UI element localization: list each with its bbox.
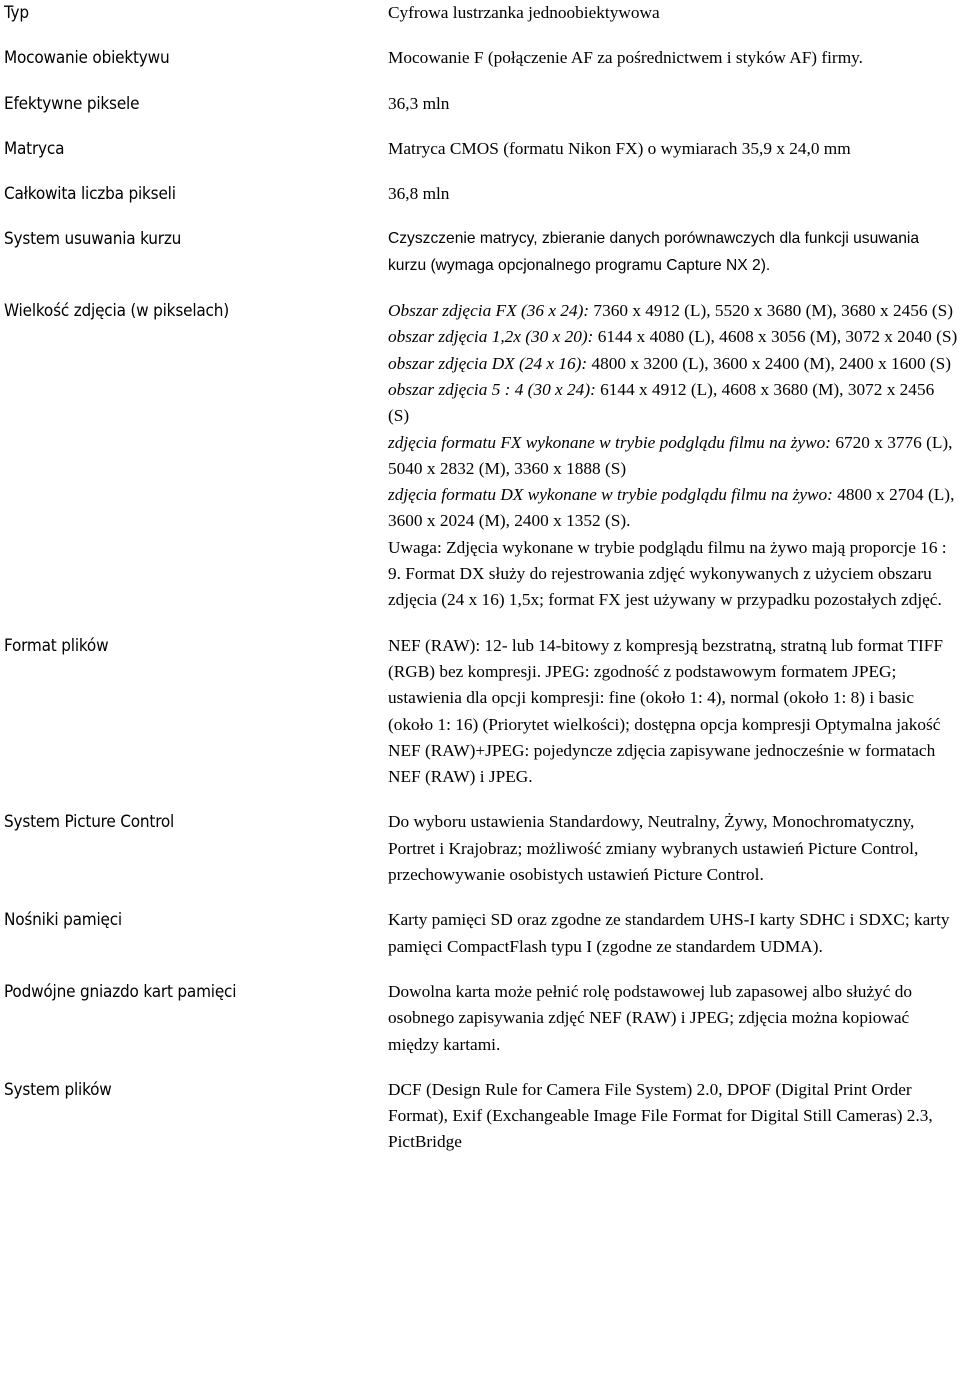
image-size-note: Uwaga: Zdjęcia wykonane w trybie podglądu filmu na żywo mają proporcje 16 : 9. Format DX służy do rejestrowania zdjęć wykonywanych z użyciem obszaru zdjęcia (24 x 16) 1,5x; format FX jest używany w przypadku pozostałych zdjęć. xyxy=(388,537,947,610)
spec-label: Wielkość zdjęcia (w pikselach) xyxy=(4,301,230,322)
image-size-text: 4800 x 3200 (L), 3600 x 2400 (M), 2400 x 1600 (S) xyxy=(587,353,952,373)
spec-label: Całkowita liczba pikseli xyxy=(4,184,176,205)
spec-value: Karty pamięci SD oraz zgodne ze standardem UHS-I karty SDHC i SDXC; karty pamięci CompactFlash typu I (zgodne ze standardem UDMA). xyxy=(388,910,950,956)
spec-label: Efektywne piksele xyxy=(4,93,140,114)
spec-value: Czyszczenie matrycy, zbieranie danych porównawczych dla funkcji usuwania kurzu (wymaga opcjonalnego programu Capture NX 2). xyxy=(388,230,920,274)
image-size-line xyxy=(388,377,958,430)
spec-value: Do wyboru ustawienia Standardowy, Neutralny, Żywy, Monochromatyczny, Portret i Krajobraz; możliwość zmiany wybranych ustawień Picture Control, przechowywanie osobistych ustawień Picture Control. xyxy=(388,812,919,885)
spec-label: Nośniki pamięci xyxy=(4,910,122,931)
spec-value: NEF (RAW): 12- lub 14-bitowy z kompresją bezstratną, stratną lub format TIFF (RGB) bez kompresji. JPEG: zgodność z podstawowym formatem JPEG; ustawienia dla opcji kompresji: fine (około 1: 4), normal (około 1: 8) i basic (około 1: 16) (Priorytet wielkości); dostępna opcja kompresji Optymalna jakość NEF (RAW)+JPEG: pojedyncze zdjęcia zapisywane jednocześnie w formatach NEF (RAW) i JPEG. xyxy=(388,635,944,787)
image-size-term: zdjęcia formatu FX wykonane w trybie podglądu filmu na żywo: xyxy=(388,432,832,452)
image-size-text: 4800 x 2704 (L), 3600 x 2024 (M), 2400 x 1352 (S). xyxy=(388,485,955,531)
image-size-term: obszar zdjęcia 5 : 4 (30 x 24): xyxy=(388,379,596,399)
image-size-text: 6720 x 3776 (L), 5040 x 2832 (M), 3360 x 1888 (S) xyxy=(388,432,953,478)
image-size-line xyxy=(388,351,958,377)
spec-row-lens-mount xyxy=(0,45,960,71)
spec-row-image-size xyxy=(0,298,960,614)
spec-label: Podwójne gniazdo kart pamięci xyxy=(4,981,237,1002)
spec-value: Cyfrowa lustrzanka jednoobiektywowa xyxy=(388,3,660,22)
image-size-term: obszar zdjęcia 1,2x (30 x 20): xyxy=(388,327,594,347)
spec-row-media xyxy=(0,907,960,960)
image-size-term: Obszar zdjęcia FX (36 x 24): xyxy=(388,301,590,321)
image-size-text: 6144 x 4912 (L), 4608 x 3680 (M), 3072 x 2456 (S) xyxy=(388,379,935,426)
image-size-text: 7360 x 4912 (L), 5520 x 3680 (M), 3680 x 2456 (S) xyxy=(589,301,953,321)
spec-value: 36,3 mln xyxy=(388,93,450,113)
spec-label: Matryca xyxy=(4,138,65,159)
spec-value: Mocowanie F (połączenie AF za pośrednictwem i styków AF) firmy. xyxy=(388,48,863,68)
spec-value: Dowolna karta może pełnić rolę podstawowej lub zapasowej albo służyć do osobnego zapisywania zdjęć NEF (RAW) i JPEG; zdjęcia można kopiować między kartami. xyxy=(388,981,913,1054)
spec-row-effective-pixels xyxy=(0,91,960,117)
spec-row-picture-control xyxy=(0,809,960,888)
image-size-line xyxy=(388,430,958,483)
spec-value: DCF (Design Rule for Camera File System) 2.0, DPOF (Digital Print Order Format), Exif (Exchangeable Image File Format for Digital Still Cameras) 2.3, PictBridge xyxy=(388,1079,933,1152)
spec-label: Typ xyxy=(4,3,29,23)
spec-row-sensor xyxy=(0,136,960,162)
spec-row-file-format xyxy=(0,633,960,791)
spec-value: 36,8 mln xyxy=(388,184,450,204)
spec-row-dual-card-slots xyxy=(0,979,960,1058)
spec-row-dust-reduction xyxy=(0,226,960,279)
spec-label: Mocowanie obiektywu xyxy=(4,48,170,69)
spec-row-type xyxy=(0,0,960,26)
spec-value: Matryca CMOS (formatu Nikon FX) o wymiarach 35,9 x 24,0 mm xyxy=(388,138,851,158)
image-size-text: 6144 x 4080 (L), 4608 x 3056 (M), 3072 x 2040 (S) xyxy=(593,327,958,347)
spec-row-total-pixels xyxy=(0,181,960,207)
spec-label: Format plików xyxy=(4,635,109,656)
spec-row-file-system xyxy=(0,1077,960,1156)
image-size-line xyxy=(388,324,958,350)
image-size-line xyxy=(388,298,958,324)
image-size-line xyxy=(388,482,958,535)
image-size-term: zdjęcia formatu DX wykonane w trybie podglądu filmu na żywo: xyxy=(388,485,833,505)
spec-value-image-size xyxy=(388,298,960,614)
image-size-term: obszar zdjęcia DX (24 x 16): xyxy=(388,353,588,373)
spec-label: System plików xyxy=(4,1079,112,1100)
spec-label: System Picture Control xyxy=(4,812,175,833)
spec-label: System usuwania kurzu xyxy=(4,229,182,250)
